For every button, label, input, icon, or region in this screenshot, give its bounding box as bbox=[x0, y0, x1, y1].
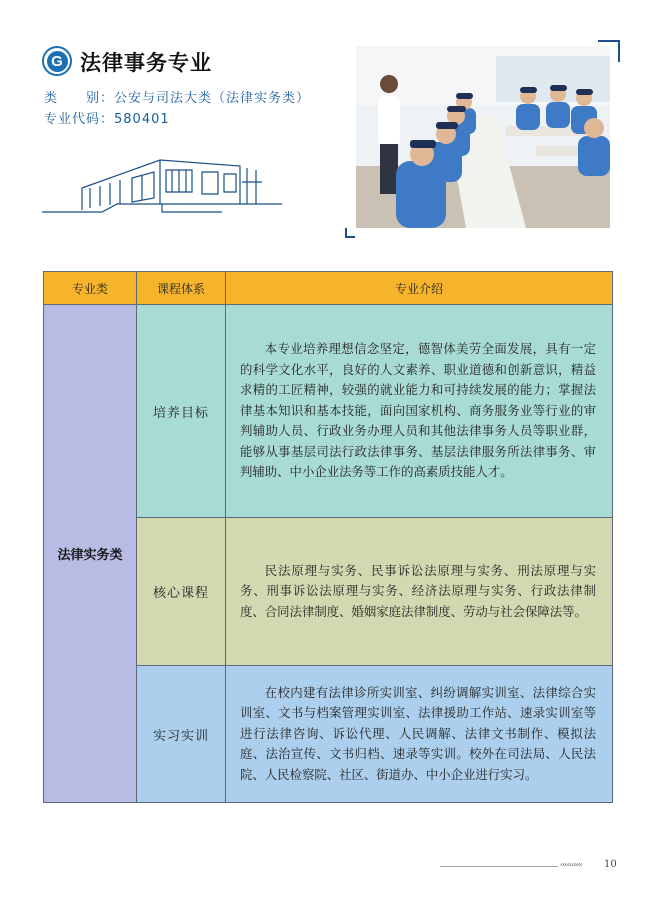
table-row-description bbox=[225, 304, 613, 518]
training-goal-text: 本专业培养理想信念坚定，德智体美劳全面发展，具有一定的科学文化水平，良好的人文素养、职业道德和创新意识，精益求精的工匠精神，较强的就业能力和可持续发展的能力；掌握法律基本知识和基本技能，面向国家机构、商务服务业等行业的审判辅助人员、行政业务办理人员和其他法律事务人员等职业群，能够从事基层司法行政法律事务、基层法律服务所法律事务、审判辅助、中小企业法务等工作的高素质技能人才。 bbox=[240, 341, 596, 480]
major-type-cell: 法律实务类 bbox=[43, 304, 137, 803]
photo-frame-corner bbox=[345, 228, 355, 238]
category-value: 公安与司法大类（法律实务类） bbox=[114, 91, 311, 106]
logo-icon bbox=[42, 46, 72, 76]
footer-arrows-decoration: ‹‹‹‹‹‹‹‹‹‹ bbox=[560, 860, 582, 869]
internship-text: 在校内建有法律诊所实训室、纠纷调解实训室、法律综合实训室、文书与档案管理实训室、法律援助工作站、速录实训室等进行法律咨询、诉讼代理、人民调解、法律文书制作、模拟法庭、法治宣传、文书归档、速录等实训。校外在司法局、人民法院、人民检察院、社区、街道办、中小企业进行实习。 bbox=[240, 684, 596, 782]
category-line bbox=[44, 87, 310, 106]
major-code-line bbox=[44, 108, 170, 127]
footer-divider bbox=[440, 866, 558, 867]
category-label: 类 别： bbox=[44, 91, 115, 106]
page-number: 10 bbox=[604, 859, 617, 870]
table-row-description bbox=[225, 517, 613, 666]
table-row-category: 培养目标 bbox=[136, 304, 226, 518]
header-major-type: 专业类 bbox=[43, 271, 137, 305]
major-info-table bbox=[43, 271, 613, 803]
header-major-intro: 专业介绍 bbox=[225, 271, 613, 305]
logo-letter: G bbox=[47, 51, 68, 72]
classroom-photo-image bbox=[356, 46, 610, 228]
logo-badge bbox=[42, 46, 72, 76]
page-title: 法律事务专业 bbox=[80, 51, 212, 75]
table-row-category: 核心课程 bbox=[136, 517, 226, 666]
core-courses-text: 民法原理与实务、民事诉讼法原理与实务、刑法原理与实务、刑事诉讼法原理与实务、经济法原理与实务、行政法律制度、合同法律制度、婚姻家庭法律制度、劳动与社会保障法等。 bbox=[240, 562, 596, 619]
building-illustration bbox=[42, 148, 282, 218]
table-row-category: 实习实训 bbox=[136, 665, 226, 803]
major-code-value: 580401 bbox=[114, 112, 170, 127]
classroom-photo bbox=[356, 46, 610, 228]
table-row-description bbox=[225, 665, 613, 803]
major-code-label: 专业代码： bbox=[44, 112, 115, 127]
header-course-system: 课程体系 bbox=[136, 271, 226, 305]
